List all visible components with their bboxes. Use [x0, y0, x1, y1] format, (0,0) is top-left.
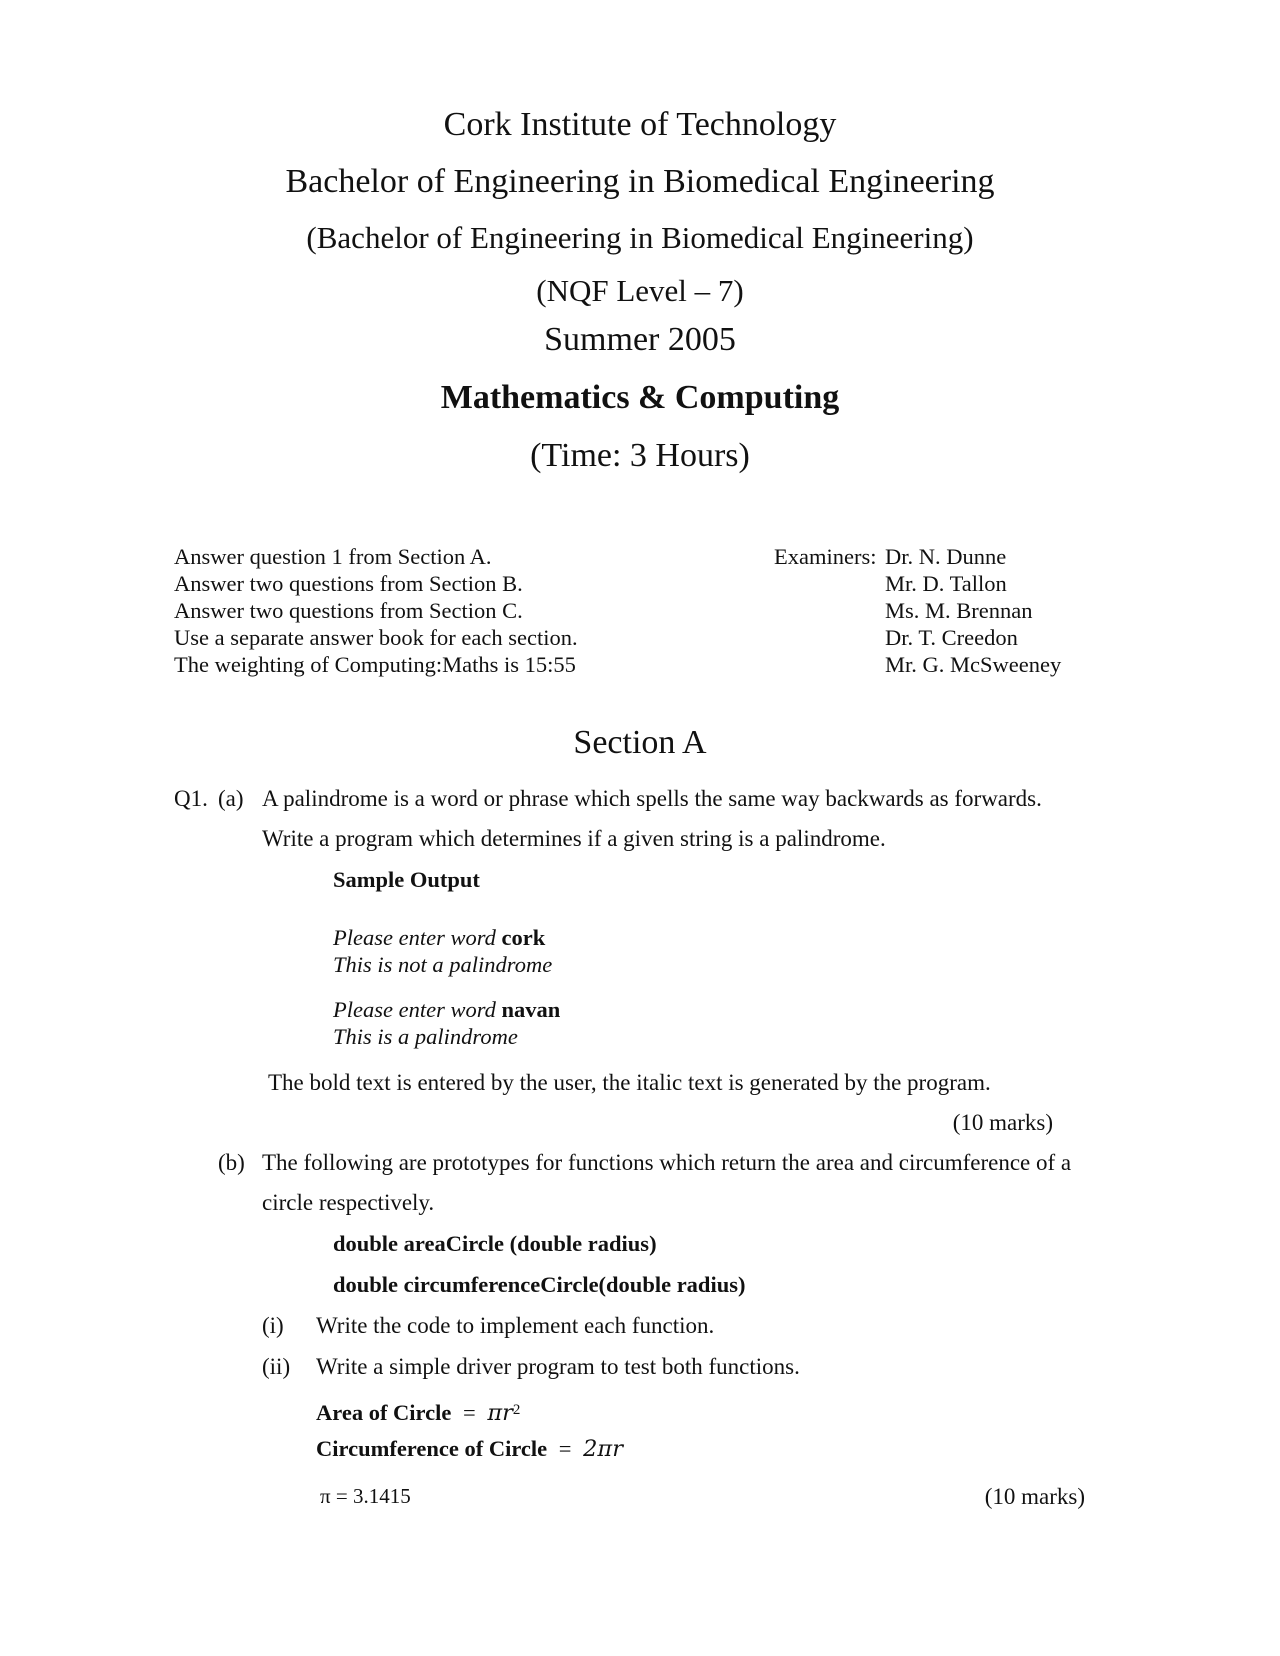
sample2-line — [333, 997, 560, 1023]
area-expression: πr — [487, 1400, 513, 1426]
part-a-line1: A palindrome is a word or phrase which spells the same way backwards as forwards. — [262, 786, 1042, 811]
sample1-input: cork — [501, 925, 546, 950]
nqf-level: (NQF Level – 7) — [536, 273, 744, 308]
sample2-input: navan — [501, 997, 561, 1022]
instructions — [174, 543, 578, 678]
instruction-line: The weighting of Computing:Maths is 15:55 — [174, 652, 576, 677]
part-a-label: (a) — [218, 786, 244, 811]
equals-sign: = — [463, 1400, 476, 1425]
exam-session: Summer 2005 — [544, 321, 736, 358]
part-a-note: The bold text is entered by the user, the italic text is generated by the program. — [268, 1070, 991, 1095]
instruction-line: Use a separate answer book for each section. — [174, 625, 578, 650]
examiner-name: Mr. D. Tallon — [885, 571, 1007, 596]
subpart-ii-text: Write a simple driver program to test both functions. — [316, 1354, 800, 1379]
prototype-circumference: double circumferenceCircle(double radius) — [333, 1272, 746, 1297]
subpart-i-label: (i) — [262, 1313, 284, 1338]
examiner-name: Dr. T. Creedon — [885, 625, 1018, 650]
institution-title: Cork Institute of Technology — [443, 106, 837, 143]
instruction-line: Answer two questions from Section C. — [174, 598, 523, 623]
instruction-line: Answer two questions from Section B. — [174, 571, 523, 596]
circumference-label: Circumference of Circle — [316, 1436, 548, 1461]
part-b-line1: The following are prototypes for functions which return the area and circumference of a — [262, 1150, 1072, 1175]
sample1-line — [333, 925, 545, 951]
part-a-marks: (10 marks) — [952, 1110, 1053, 1135]
pi-value: π = 3.1415 — [320, 1484, 411, 1508]
part-b-line2: circle respectively. — [262, 1190, 435, 1215]
equals-sign: = — [558, 1436, 572, 1461]
instruction-line: Answer question 1 from Section A. — [174, 544, 492, 569]
examiner-name: Mr. G. McSweeney — [885, 652, 1062, 677]
area-formula — [316, 1400, 520, 1426]
part-b-label: (b) — [218, 1150, 245, 1175]
area-exponent: 2 — [512, 1402, 521, 1418]
sample2-result: This is a palindrome — [333, 1024, 518, 1049]
examiner-name: Dr. N. Dunne — [885, 544, 1007, 569]
area-label: Area of Circle — [316, 1400, 452, 1425]
programme-title: Bachelor of Engineering in Biomedical Engineering — [285, 163, 995, 200]
part-a-line2: Write a program which determines if a given string is a palindrome. — [262, 826, 886, 851]
programme-alt-title: (Bachelor of Engineering in Biomedical Engineering) — [306, 220, 974, 255]
sample-output-heading: Sample Output — [333, 867, 480, 892]
sample2-prompt: Please enter word — [333, 997, 496, 1022]
sample1-result: This is not a palindrome — [333, 952, 553, 977]
part-b-marks: (10 marks) — [984, 1484, 1085, 1509]
examiner-name: Ms. M. Brennan — [885, 598, 1033, 623]
section-title: Section A — [573, 724, 707, 761]
exam-duration: (Time: 3 Hours) — [530, 437, 750, 474]
prototype-area: double areaCircle (double radius) — [333, 1231, 657, 1256]
question-number: Q1. — [174, 786, 208, 811]
sample1-prompt: Please enter word — [333, 925, 496, 950]
circumference-formula — [316, 1436, 623, 1462]
examiners-label: Examiners: — [774, 544, 877, 569]
circumference-expression: 2πr — [583, 1436, 623, 1462]
subpart-ii-label: (ii) — [262, 1354, 291, 1379]
examiners-list — [885, 543, 1061, 678]
subject-title: Mathematics & Computing — [440, 379, 840, 416]
subpart-i-text: Write the code to implement each function. — [316, 1313, 715, 1338]
